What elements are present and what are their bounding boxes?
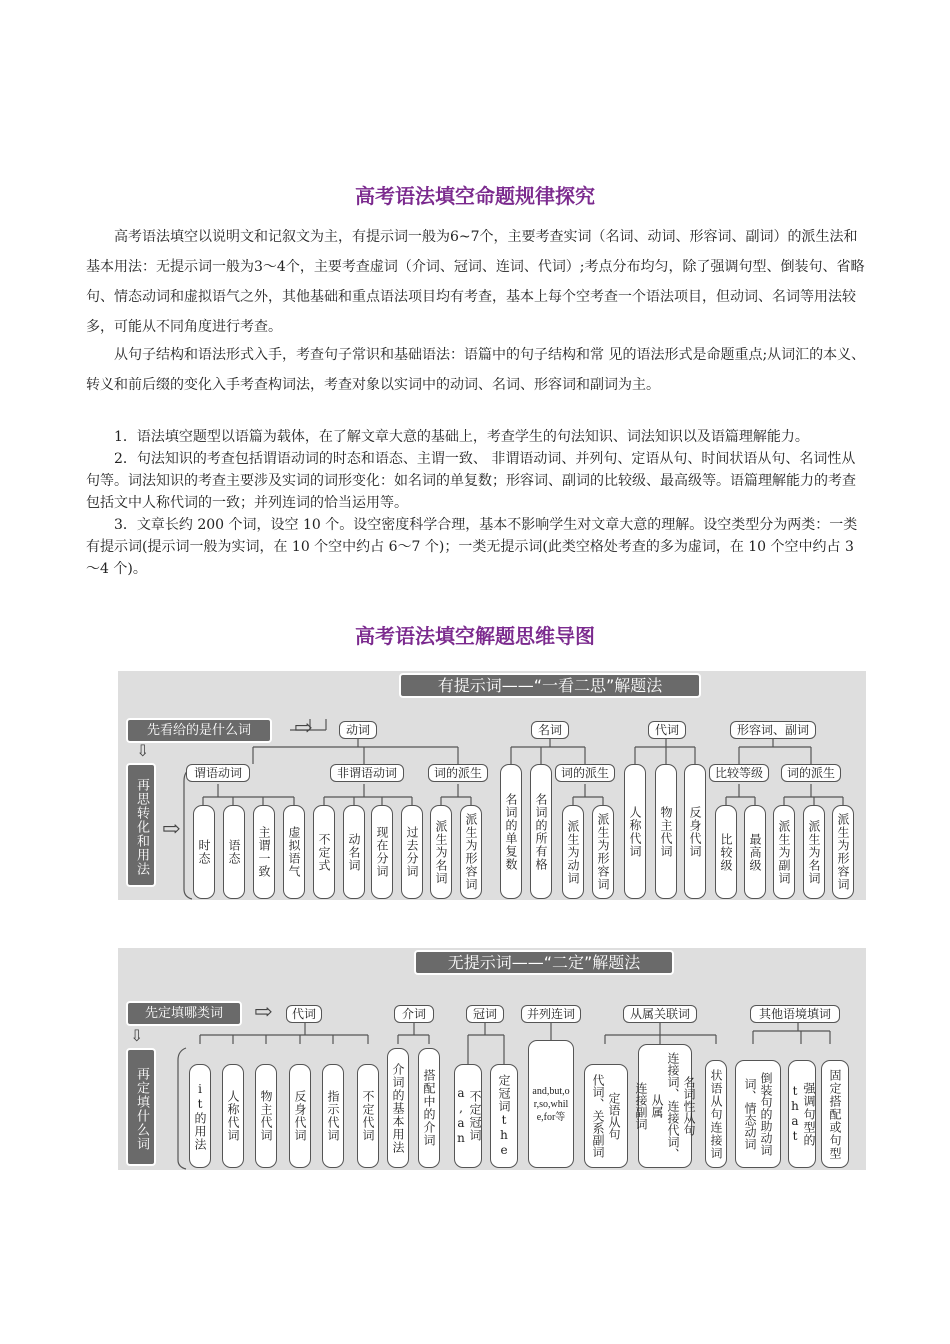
- leaf: 介词的基本用法: [387, 1048, 409, 1168]
- mindmap-title: 高考语法填空解题思维导图: [355, 624, 595, 648]
- sub-nonfinite-verb: 非谓语动词: [330, 764, 404, 782]
- cat-pronoun: 代词: [286, 1005, 322, 1023]
- leaf: 过去分词: [401, 805, 423, 899]
- cat-subord-conj: 从属关联词: [623, 1005, 697, 1023]
- leaf: 语态: [223, 805, 245, 899]
- map1-step1: 先看给的是什么词: [126, 718, 272, 743]
- list-item: 2．句法知识的考查包括谓语动词的时态和语态、主谓一致、 非谓语动词、并列句、定语从句、时间状语从句、名词性从句等。词法知识的考查主要涉及实词的词形变化：如名词的单复数；形容词、副词的比较级、最高级等。语篇理解能力的考查包括文中人称代词的一致；并列连词的恰当运用等。: [86, 451, 856, 511]
- leaf: 派生为形容词: [832, 805, 854, 899]
- leaf: and,but,or,so,while,for等: [528, 1040, 574, 1168]
- leaf: 定冠词the: [490, 1064, 518, 1168]
- leaf: 指示代词: [322, 1064, 344, 1168]
- leaf: 派生为动词: [562, 805, 584, 899]
- leaf: 物主代词: [255, 1064, 277, 1168]
- leaf: 不定代词: [357, 1064, 379, 1168]
- sub-derivation: 词的派生: [555, 764, 615, 782]
- mindmap-with-hint-words: [118, 671, 866, 900]
- leaf: 派生为名词: [803, 805, 825, 899]
- map2-step1: 先定填哪类词: [126, 1001, 242, 1026]
- numbered-list: [86, 426, 866, 580]
- sub-derivation: 词的派生: [428, 764, 488, 782]
- leaf: 强调句型的that: [788, 1060, 816, 1168]
- leaf: 不定式: [313, 805, 335, 899]
- list-item: 1．语法填空题型以语篇为载体，在了解文章大意的基础上，考查学生的句法知识、词法知识以及语篇理解能力。: [114, 429, 809, 445]
- leaf: 时态: [193, 805, 215, 899]
- leaf: 状语从句连接词: [705, 1060, 727, 1168]
- leaf: 派生为形容词: [460, 805, 482, 899]
- leaf: 比较级: [715, 805, 737, 899]
- map2-banner: 无提示词——“二定”解题法: [414, 950, 674, 975]
- sub-comparison: 比较等级: [709, 764, 769, 782]
- map1-banner: 有提示词——“一看二思”解题法: [399, 673, 701, 698]
- leaf: 动名词: [343, 805, 365, 899]
- leaf: 定语从句 代词、关系副词: [584, 1064, 628, 1168]
- sub-derivation: 词的派生: [781, 764, 841, 782]
- leaf: 现在分词: [371, 805, 393, 899]
- leaf: it的用法: [189, 1064, 211, 1168]
- arrow-down-icon: ⇩: [136, 741, 150, 760]
- leaf: 搭配中的介词: [418, 1048, 440, 1168]
- arrow-right-icon: ⇨: [254, 1000, 273, 1025]
- leaf: 人称代词: [222, 1064, 244, 1168]
- cat-preposition: 介词: [394, 1005, 434, 1023]
- leaf: 最高级: [744, 805, 766, 899]
- leaf: 物主代词: [655, 764, 677, 899]
- page-title: 高考语法填空命题规律探究: [355, 184, 595, 208]
- leaf: 派生为副词: [773, 805, 795, 899]
- cat-article: 冠词: [466, 1005, 504, 1023]
- leaf: 名词性从句 连接词、连接代词、从属 连接副词: [638, 1044, 692, 1168]
- list-item: 3．文章长约 200 个词，设空 10 个。设空密度科学合理，基本不影响学生对文章大意的理解。设空类型分为两类：一类有提示词(提示词一般为实词，在 10 个空中约占 6～7 个)；一类无提示词(此类空格处考查的多为虚词，在 10 个空中约占 3～4 个)。: [86, 517, 858, 577]
- arrow-right-icon: ⇨: [294, 716, 313, 741]
- leaf: 反身代词: [684, 764, 706, 899]
- mindmap-without-hint-words: [118, 948, 866, 1170]
- leaf: 名词的所有格: [530, 764, 552, 899]
- leaf: 名词的单复数: [500, 764, 522, 899]
- arrow-right-icon: ⇨: [162, 817, 181, 842]
- cat-other-context: 其他语境填词: [750, 1005, 840, 1023]
- cat-coord-conj: 并列连词: [521, 1005, 581, 1023]
- leaf: 主谓一致: [253, 805, 275, 899]
- leaf: 倒装句的助动词 词、情态动词: [735, 1060, 781, 1168]
- intro-paragraph-2: 从句子结构和语法形式入手，考查句子常识和基础语法：语篇中的句子结构和常 见的语法形式是命题重点;从词汇的本义、转义和前后缀的变化入手考查构词法，考查对象以实词中的动词、名词、形容词和副词为主。: [86, 347, 866, 393]
- cat-adj-adv: 形容词、副词: [730, 721, 816, 739]
- leaf: 派生为名词: [430, 805, 452, 899]
- leaf: 人称代词: [624, 764, 646, 899]
- intro-paragraph-1: 高考语法填空以说明文和记叙文为主，有提示词一般为6~7个，主要考查实词（名词、动词、形容词、副词）的派生法和基本用法：无提示词一般为3～4个，主要考查虚词（介词、冠词、连词、代词）;考点分布均匀，除了强调句型、倒装句、省略句、情态动词和虚拟语气之外，其他基础和重点语法项目均有考查，基本上每个空考查一个语法项目，但动词、名词等用法较多，可能从不同角度进行考查。: [86, 229, 865, 335]
- map2-step2: 再定填什么词: [126, 1048, 156, 1166]
- cat-noun: 名词: [531, 721, 569, 739]
- cat-pronoun: 代词: [648, 721, 686, 739]
- leaf: 反身代词: [289, 1064, 311, 1168]
- leaf: 虚拟语气: [283, 805, 305, 899]
- arrow-down-icon: ⇩: [130, 1026, 144, 1045]
- sub-finite-verb: 谓语动词: [186, 764, 250, 782]
- cat-verb: 动词: [339, 721, 377, 739]
- map1-step2: 再思转化和用法: [126, 763, 156, 887]
- leaf: 不定冠词a,an: [454, 1064, 482, 1168]
- leaf: 固定搭配或句型: [821, 1060, 849, 1168]
- leaf: 派生为形容词: [592, 805, 614, 899]
